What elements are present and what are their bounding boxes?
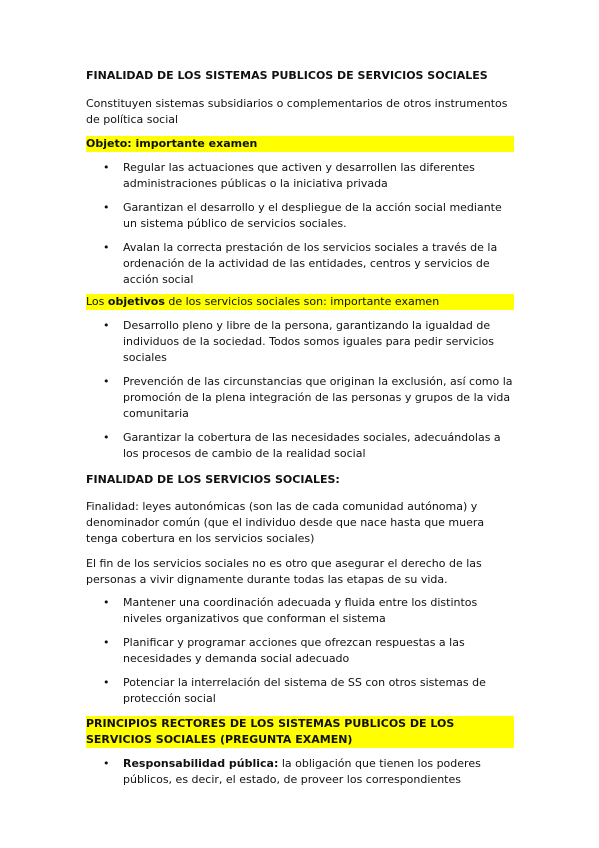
list-item: • Avalan la correcta prestación de los servicios sociales a través de la ordenación de la actividad de las entidades, centros y servicios de acción social xyxy=(103,241,498,286)
bullet-icon: • xyxy=(103,676,110,689)
bullet-icon: • xyxy=(103,201,110,214)
bullet-icon: • xyxy=(103,636,110,649)
heading-finalidad-sistemas: FINALIDAD DE LOS SISTEMAS PUBLICOS DE SERVICIOS SOCIALES xyxy=(86,69,488,82)
principios-list xyxy=(86,756,516,788)
bullet-icon: • xyxy=(103,319,110,332)
list-item: • Mantener una coordinación adecuada y fluida entre los distintos niveles organizativos que conforman el sistema xyxy=(103,596,478,625)
list-item: • Garantizar la cobertura de las necesidades sociales, adecuándolas a los procesos de cambio de la realidad social xyxy=(103,431,501,460)
list-item: • Garantizan el desarrollo y el despliegue de la acción social mediante un sistema público de servicios sociales. xyxy=(103,201,502,230)
bullet-icon: • xyxy=(103,241,110,254)
document-body xyxy=(86,68,516,788)
list-item: • Planificar y programar acciones que ofrezcan respuestas a las necesidades y demanda social adecuado xyxy=(103,636,465,665)
bullet-icon: • xyxy=(103,596,110,609)
objetivos-list xyxy=(86,318,516,462)
heading-objeto: Objeto: importante examen xyxy=(86,136,514,152)
list-item: • Prevención de las circunstancias que originan la exclusión, así como la promoción de la plena integración de las personas y grupos de la vida comunitaria xyxy=(103,375,513,420)
intro-paragraph: Constituyen sistemas subsidiarios o complementarios de otros instrumentos de política social xyxy=(86,97,508,126)
bullet-icon: • xyxy=(103,757,110,770)
finalidad-paragraph-1: Finalidad: leyes autonómicas (son las de cada comunidad autónoma) y denominador común (que el individuo desde que nace hasta que muera tenga cobertura en los servicios sociales) xyxy=(86,500,485,545)
finalidad-list xyxy=(86,595,516,707)
list-item: • Potenciar la interrelación del sistema de SS con otros sistemas de protección social xyxy=(103,676,486,705)
list-item: • Responsabilidad pública: la obligación que tienen los poderes públicos, es decir, el estado, de proveer los correspondientes xyxy=(103,757,481,786)
objeto-list xyxy=(86,160,516,288)
list-item: • Regular las actuaciones que activen y desarrollen las diferentes administraciones públicas o la iniciativa privada xyxy=(103,161,475,190)
bullet-icon: • xyxy=(103,375,110,388)
heading-finalidad-servicios: FINALIDAD DE LOS SERVICIOS SOCIALES: xyxy=(86,473,340,486)
heading-objetivos: Los objetivos de los servicios sociales son: importante examen xyxy=(86,294,514,310)
heading-principios-rectores: PRINCIPIOS RECTORES DE LOS SISTEMAS PUBLICOS DE LOS SERVICIOS SOCIALES (PREGUNTA EXAMEN) xyxy=(86,716,514,748)
finalidad-paragraph-2: El fin de los servicios sociales no es otro que asegurar el derecho de las personas a vivir dignamente durante todas las etapas de su vida. xyxy=(86,557,482,586)
bullet-icon: • xyxy=(103,161,110,174)
bullet-icon: • xyxy=(103,431,110,444)
list-item: • Desarrollo pleno y libre de la persona, garantizando la igualdad de individuos de la sociedad. Todos somos iguales para pedir servicios sociales xyxy=(103,319,495,364)
